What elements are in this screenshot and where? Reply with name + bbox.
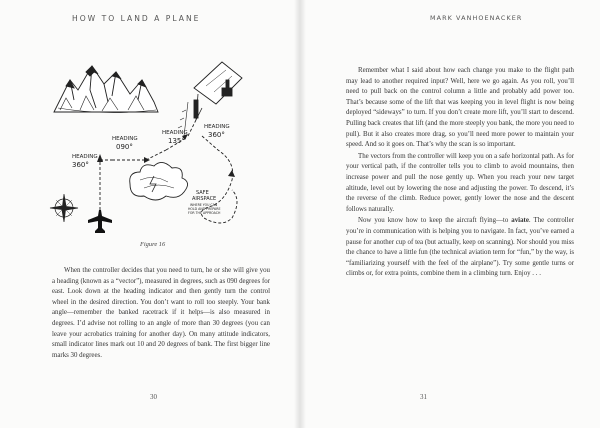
label-heading-360-left-line2: 360° (72, 161, 89, 169)
page-number-right: 31 (420, 393, 427, 401)
paragraph (346, 216, 574, 280)
airplane-icon (88, 210, 112, 233)
label-heading-360-right-line1: HEADING (204, 124, 230, 130)
label-safe-airspace-line1: SAFE (196, 190, 209, 196)
paragraph-text: Now you know how to keep the aircraft flying—to (358, 217, 512, 225)
label-safe-note-line3: FOR THE APPROACH (188, 211, 221, 215)
paragraph-text: . The controller you’re in communication with is helping you to navigate. In fact, you’ve earned a pause for another cup of tea (but actually, keep on scanning). Nor should you miss the chance to have a little fun (the technical aviation term for “fun,” by the way, is “familiarizing yourself with the feel of the airplane”). Try some gentle turns or climbs or, for extra points, combine them in a climbing turn. Enjoy . . . (346, 217, 574, 278)
figure-caption: Figure 16 (140, 241, 166, 248)
storm-cloud-illustration (130, 162, 188, 200)
label-safe-note-line1: WHERE YOU CAN (190, 203, 218, 207)
paragraph: When the controller decides that you need to turn, he or she will give you a heading (known as a “vector”), measured in degrees, such as 090 degrees for east. Look down at the heading indicator and then gently turn the control wheel in the desired direction. You don’t want to roll too steeply. Your bank angle—remember the banked racetrack if it helps—is also measured in degrees. I’d advise not rolling to an angle of more than 30 degrees (you can leave your acrobatics training for another day). On many attitude indicators, small indicator lines mark out 10 and 20 degrees of bank. The first bigger line marks 30 degrees. (52, 267, 270, 359)
label-safe-note-line2: HOLD AND PREPARE (188, 207, 221, 211)
label-safe-airspace-line2: AIRSPACE (192, 196, 217, 202)
running-head-author: MARK VANHOENACKER (430, 14, 523, 22)
right-page (300, 0, 600, 428)
paragraph: Remember what I said about how each change you make to the flight path may lead to another required input? Well, here we go again. As you roll, you’ll need to pull back on the control column a little and probably add power too. That’s because some of the lift that was keeping you in level flight is now being deployed “sideways” to turn. If you don’t create more lift, you’ll start to descend. Pulling back creates that lift (and the more steeply you bank, the more you need to pull). But it also creates more drag, so you’ll need more power to maintain your speed. And so it goes on. That’s why the scan is so important. (346, 67, 574, 149)
bold-term-aviate: aviate (511, 217, 529, 225)
label-heading-135-line2: 135° (168, 137, 185, 145)
paragraph: The vectors from the controller will keep you on a safe horizontal path. As for your vertical path, if the controller tells you to climb to avoid mountains, then increase power and pull the nose gently up. When you reach your new target altitude, level out by lowering the nose and adjusting the power. To descend, it’s the reverse of the climb. Reduce power, gently lower the nose and the descent follows naturally. (346, 152, 574, 213)
label-heading-090-line2: 090° (116, 143, 133, 151)
page-number-left: 30 (150, 393, 157, 401)
flight-path-diagram (46, 50, 256, 240)
running-head-book-title: HOW TO LAND A PLANE (72, 14, 201, 23)
left-body-text (52, 266, 270, 362)
right-body-text (346, 66, 574, 281)
label-heading-360-right-line2: 360° (208, 131, 225, 139)
label-heading-090-line1: HEADING (112, 136, 138, 142)
mountains-illustration (54, 66, 158, 113)
label-heading-135-line1: HEADING (162, 130, 188, 136)
label-heading-360-left-line1: HEADING (72, 154, 98, 160)
figure-illustration (46, 50, 256, 245)
compass-rose-icon (50, 194, 78, 222)
